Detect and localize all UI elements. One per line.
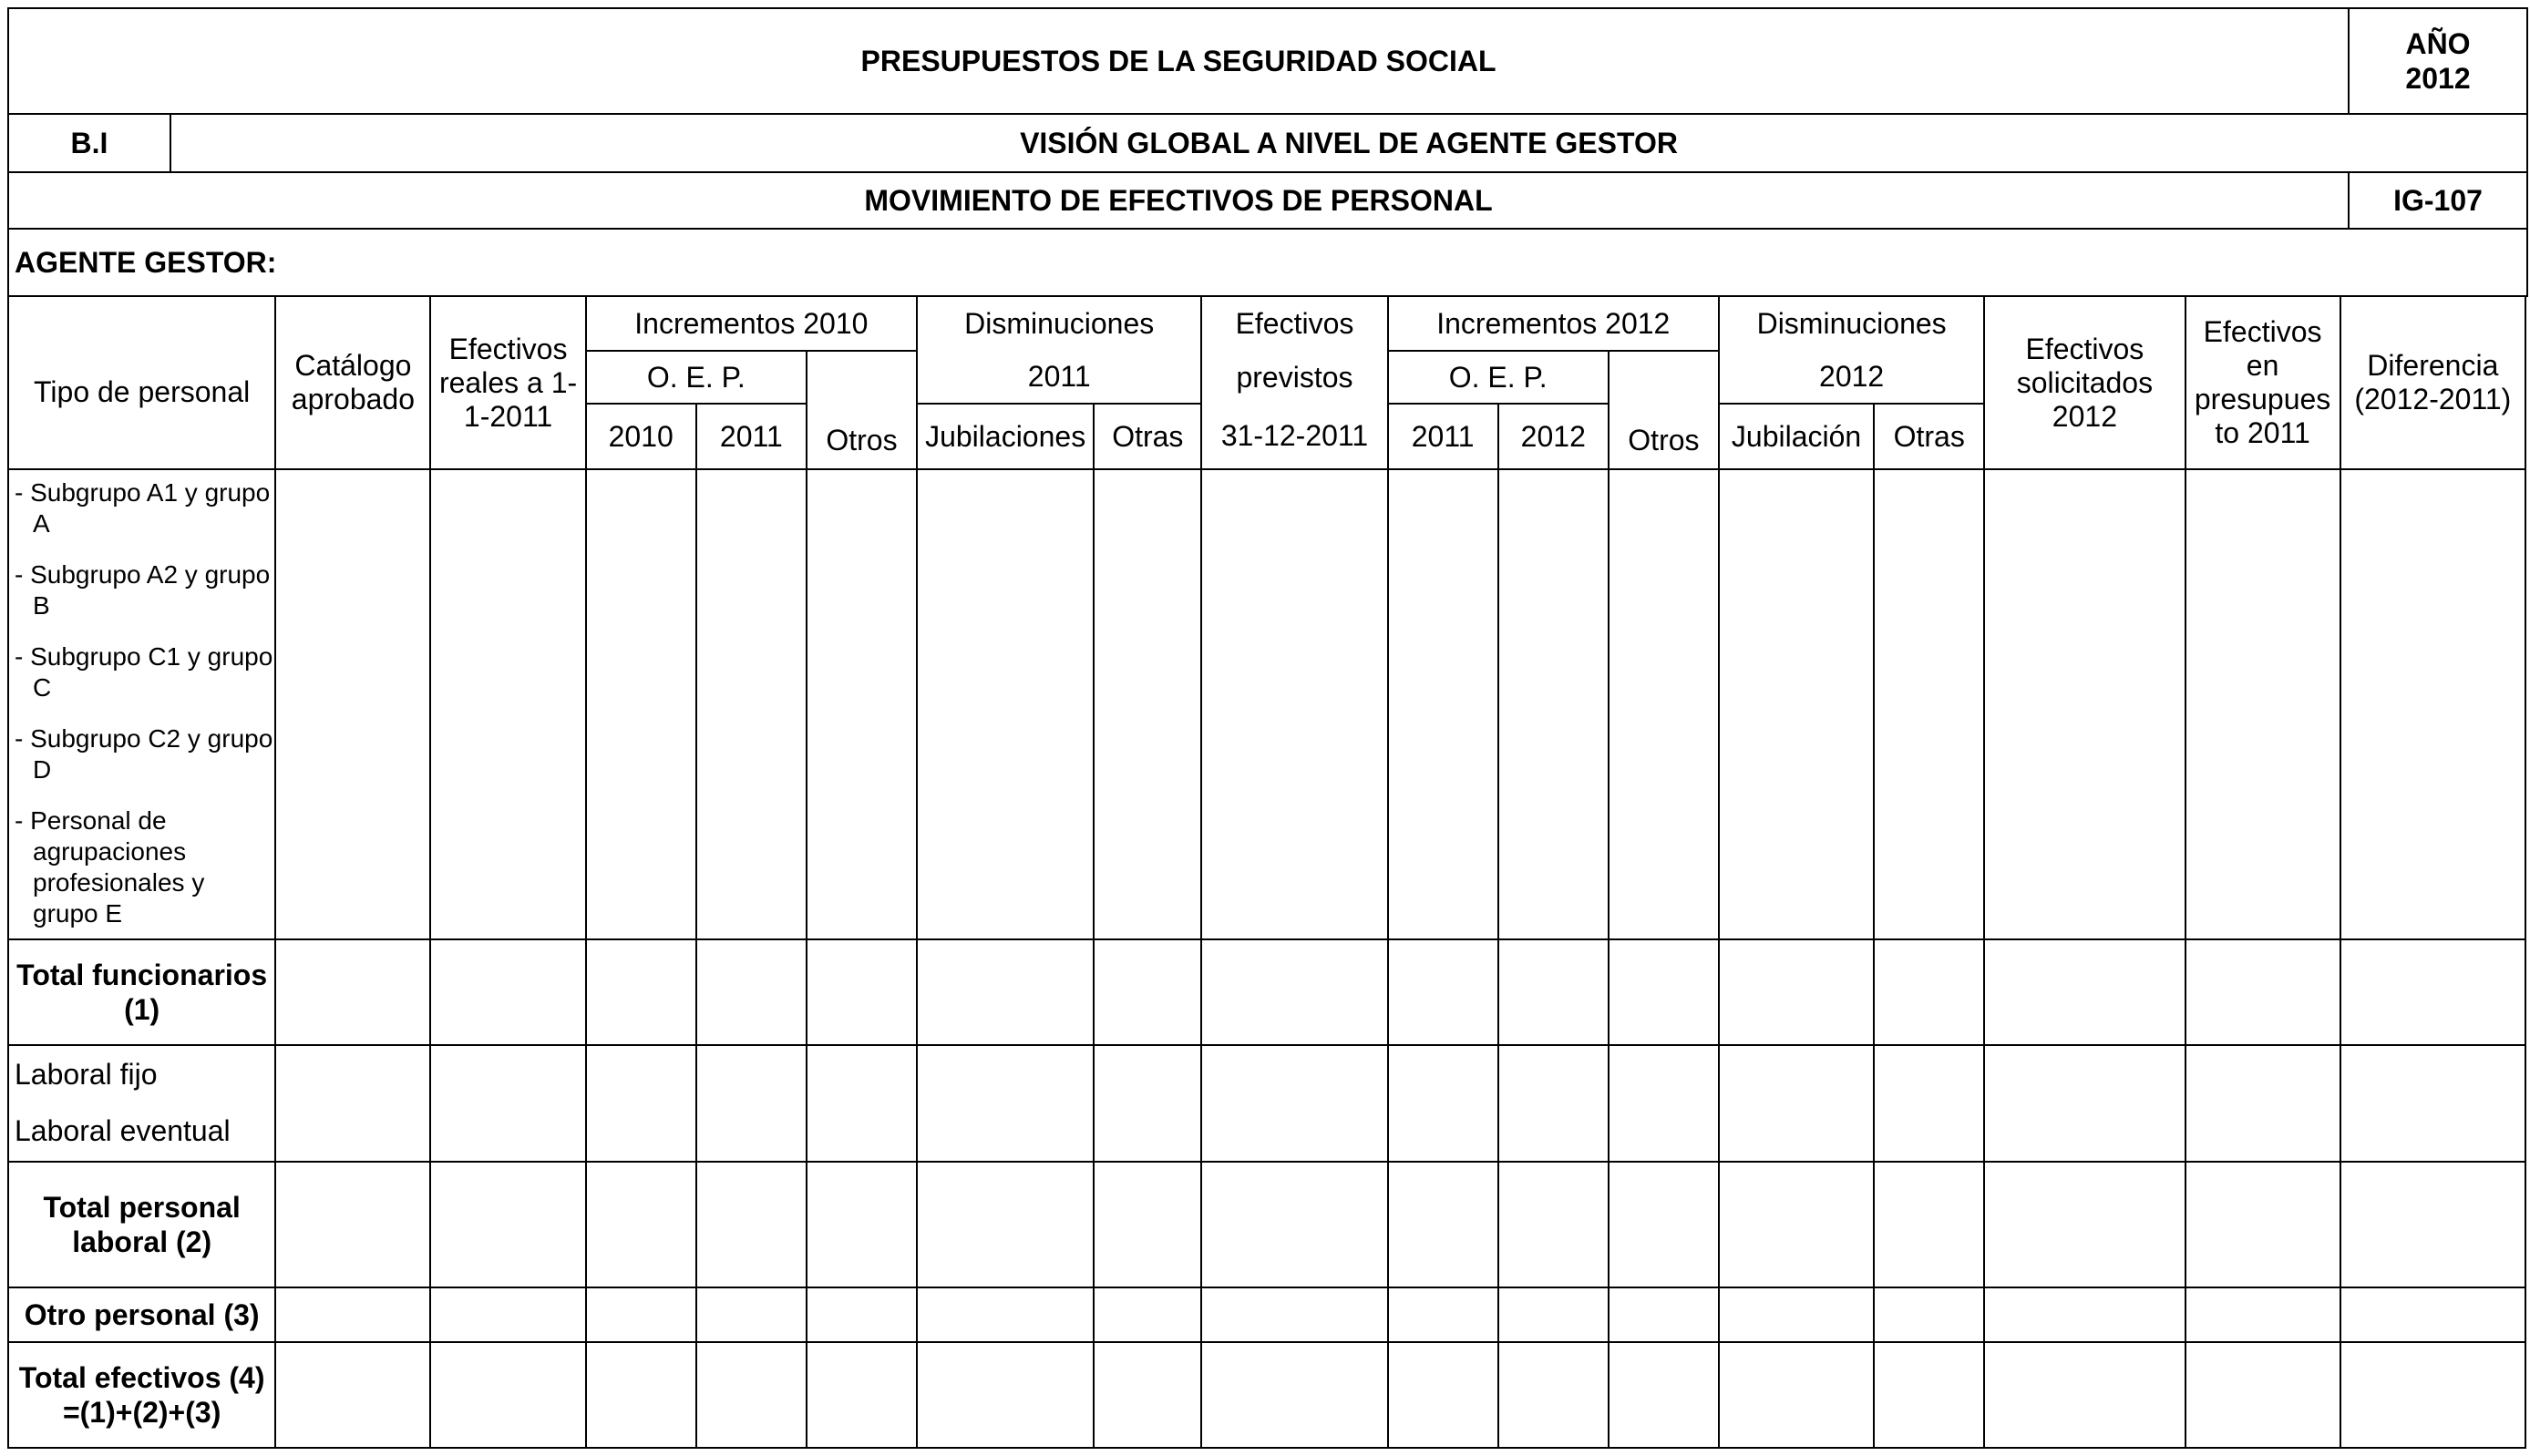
table-row	[8, 1287, 2525, 1342]
input-cell[interactable]	[1388, 1162, 1498, 1287]
input-cell[interactable]	[696, 1045, 807, 1162]
col-dis2012-otras: Otras	[1874, 404, 1984, 469]
input-cell[interactable]	[1094, 469, 1201, 939]
col-dis2012-jubilacion: Jubilación	[1719, 404, 1874, 469]
col-efectivos-presupuesto: Efectivos en presupues to 2011	[2185, 296, 2340, 469]
form-header	[7, 7, 2528, 297]
input-cell[interactable]	[1609, 1342, 1719, 1448]
input-cell[interactable]	[696, 1342, 807, 1448]
input-cell[interactable]	[1388, 939, 1498, 1045]
input-cell[interactable]	[1984, 1342, 2185, 1448]
input-cell[interactable]	[696, 939, 807, 1045]
input-cell[interactable]	[275, 469, 430, 939]
input-cell[interactable]	[2185, 1162, 2340, 1287]
input-cell[interactable]	[1201, 1162, 1387, 1287]
agent-label: AGENTE GESTOR:	[8, 229, 2527, 296]
input-cell[interactable]	[807, 469, 917, 939]
input-cell[interactable]	[917, 1342, 1094, 1448]
input-cell[interactable]	[586, 939, 696, 1045]
input-cell[interactable]	[696, 469, 807, 939]
input-cell[interactable]	[1094, 939, 1201, 1045]
input-cell[interactable]	[1201, 939, 1387, 1045]
input-cell[interactable]	[1094, 1045, 1201, 1162]
category-c2: - Subgrupo C2 y grupo D	[15, 724, 273, 784]
input-cell[interactable]	[275, 939, 430, 1045]
input-cell[interactable]	[917, 1162, 1094, 1287]
input-cell[interactable]	[807, 939, 917, 1045]
col-inc2012-2012: 2012	[1498, 404, 1609, 469]
col-tipo: Tipo de personal	[8, 296, 275, 469]
input-cell[interactable]	[2185, 1045, 2340, 1162]
input-cell[interactable]	[430, 939, 585, 1045]
col-inc2012-otros: Otros	[1609, 351, 1719, 469]
input-cell[interactable]	[275, 1342, 430, 1448]
col-oep-2010: O. E. P.	[586, 351, 807, 404]
input-cell[interactable]	[2185, 939, 2340, 1045]
input-cell[interactable]	[1719, 469, 1874, 939]
input-cell[interactable]	[1498, 1162, 1609, 1287]
input-cell[interactable]	[2340, 939, 2525, 1045]
table-row	[8, 939, 2525, 1045]
input-cell[interactable]	[1498, 1045, 1609, 1162]
section-code: B.I	[8, 114, 170, 172]
input-cell[interactable]	[1719, 1045, 1874, 1162]
section-title: VISIÓN GLOBAL A NIVEL DE AGENTE GESTOR	[170, 114, 2527, 172]
input-cell[interactable]	[1201, 1342, 1387, 1448]
category-c1: - Subgrupo C1 y grupo C	[15, 642, 273, 702]
input-cell[interactable]	[1609, 469, 1719, 939]
input-cell[interactable]	[430, 469, 585, 939]
col-efectivos-previstos-a: Efectivos	[1201, 296, 1387, 351]
input-cell[interactable]	[917, 1287, 1094, 1342]
input-cell[interactable]	[1874, 1287, 1984, 1342]
page-title: PRESUPUESTOS DE LA SEGURIDAD SOCIAL	[8, 8, 2349, 114]
input-cell[interactable]	[1498, 939, 1609, 1045]
input-cell[interactable]	[586, 1162, 696, 1287]
input-cell[interactable]	[2340, 1162, 2525, 1287]
laboral-eventual-label: Laboral eventual	[15, 1114, 231, 1147]
input-cell[interactable]	[1874, 1045, 1984, 1162]
col-inc2010-2011: 2011	[696, 404, 807, 469]
input-cell[interactable]	[1388, 1342, 1498, 1448]
input-cell[interactable]	[696, 1287, 807, 1342]
input-cell[interactable]	[1498, 469, 1609, 939]
input-cell[interactable]	[586, 469, 696, 939]
input-cell[interactable]	[586, 1287, 696, 1342]
input-cell[interactable]	[917, 1045, 1094, 1162]
category-a1: - Subgrupo A1 y grupo A	[15, 478, 271, 538]
col-inc2010-2010: 2010	[586, 404, 696, 469]
col-efectivos-solicitados: Efectivos solicitados 2012	[1984, 296, 2185, 469]
input-cell[interactable]	[586, 1342, 696, 1448]
col-disminuciones-2011: Disminuciones	[917, 296, 1201, 351]
input-cell[interactable]	[1094, 1287, 1201, 1342]
col-dis2011-otras: Otras	[1094, 404, 1201, 469]
input-cell[interactable]	[1719, 1287, 1874, 1342]
input-cell[interactable]	[430, 1342, 585, 1448]
row-label-total-funcionarios: Total funcionarios (1)	[8, 939, 275, 1045]
input-cell[interactable]	[1874, 1342, 1984, 1448]
row-label-categories	[8, 469, 275, 939]
input-cell[interactable]	[1201, 1287, 1387, 1342]
input-cell[interactable]	[1609, 939, 1719, 1045]
category-a2: - Subgrupo A2 y grupo B	[15, 560, 271, 620]
input-cell[interactable]	[1719, 1162, 1874, 1287]
col-dis2011-jubilaciones: Jubilaciones	[917, 404, 1094, 469]
col-inc2012-2011: 2011	[1388, 404, 1498, 469]
table-row	[8, 1342, 2525, 1448]
col-incrementos-2010: Incrementos 2010	[586, 296, 917, 351]
input-cell[interactable]	[807, 1287, 917, 1342]
input-cell[interactable]	[1498, 1342, 1609, 1448]
input-cell[interactable]	[586, 1045, 696, 1162]
year-label: AÑO	[2405, 27, 2471, 60]
input-cell[interactable]	[1874, 469, 1984, 939]
input-cell[interactable]	[1984, 1287, 2185, 1342]
input-cell[interactable]	[430, 1045, 585, 1162]
col-incrementos-2012: Incrementos 2012	[1388, 296, 1719, 351]
row-label-total-laboral: Total personal laboral (2)	[8, 1162, 275, 1287]
input-cell[interactable]	[1984, 469, 2185, 939]
col-efectivos-previstos-c: 31-12-2011	[1201, 404, 1387, 469]
col-disminuciones-2012: Disminuciones	[1719, 296, 1984, 351]
form-code: IG-107	[2349, 172, 2527, 229]
input-cell[interactable]	[430, 1162, 585, 1287]
col-oep-2012: O. E. P.	[1388, 351, 1609, 404]
col-catalogo: Catálogo aprobado	[275, 296, 430, 469]
input-cell[interactable]	[2340, 1287, 2525, 1342]
input-cell[interactable]	[1498, 1287, 1609, 1342]
row-label-laboral	[8, 1045, 275, 1162]
input-cell[interactable]	[1094, 1342, 1201, 1448]
input-cell[interactable]	[275, 1045, 430, 1162]
input-cell[interactable]	[2340, 469, 2525, 939]
input-cell[interactable]	[1984, 1045, 2185, 1162]
col-efectivos-previstos-b: previstos	[1201, 351, 1387, 404]
input-cell[interactable]	[807, 1342, 917, 1448]
input-cell[interactable]	[1388, 1287, 1498, 1342]
input-cell[interactable]	[2340, 1045, 2525, 1162]
input-cell[interactable]	[2185, 1287, 2340, 1342]
laboral-fijo-label: Laboral fijo	[15, 1058, 158, 1091]
col-inc2010-otros: Otros	[807, 351, 917, 469]
input-cell[interactable]	[2185, 469, 2340, 939]
input-cell[interactable]	[1609, 1287, 1719, 1342]
col-diferencia: Diferencia (2012-2011)	[2340, 296, 2525, 469]
input-cell[interactable]	[1094, 1162, 1201, 1287]
col-disminuciones-2012-year: 2012	[1719, 351, 1984, 404]
input-cell[interactable]	[430, 1287, 585, 1342]
form-subtitle: MOVIMIENTO DE EFECTIVOS DE PERSONAL	[8, 172, 2349, 229]
table-row	[8, 1045, 2525, 1162]
col-efectivos-reales: Efectivos reales a 1-1-2011	[430, 296, 585, 469]
row-label-total-efectivos: Total efectivos (4) =(1)+(2)+(3)	[8, 1342, 275, 1448]
table-row	[8, 469, 2525, 939]
input-cell[interactable]	[807, 1045, 917, 1162]
input-cell[interactable]	[917, 469, 1094, 939]
year-value: 2012	[2405, 62, 2471, 95]
input-cell[interactable]	[696, 1162, 807, 1287]
input-cell[interactable]	[807, 1162, 917, 1287]
input-cell[interactable]	[1201, 469, 1387, 939]
input-cell[interactable]	[1874, 1162, 1984, 1287]
input-cell[interactable]	[1388, 1045, 1498, 1162]
input-cell[interactable]	[917, 939, 1094, 1045]
category-e: - Personal de agrupaciones profesionales y grupo E	[15, 806, 205, 928]
year-cell	[2349, 8, 2527, 114]
input-cell[interactable]	[275, 1162, 430, 1287]
input-cell[interactable]	[1874, 939, 1984, 1045]
table-row	[8, 1162, 2525, 1287]
input-cell[interactable]	[1201, 1045, 1387, 1162]
input-cell[interactable]	[2340, 1342, 2525, 1448]
input-cell[interactable]	[2185, 1342, 2340, 1448]
input-cell[interactable]	[1719, 939, 1874, 1045]
input-cell[interactable]	[1984, 939, 2185, 1045]
row-label-otro-personal: Otro personal (3)	[8, 1287, 275, 1342]
input-cell[interactable]	[1388, 469, 1498, 939]
input-cell[interactable]	[1719, 1342, 1874, 1448]
input-cell[interactable]	[275, 1287, 430, 1342]
input-cell[interactable]	[1609, 1162, 1719, 1287]
personnel-table	[7, 295, 2526, 1449]
input-cell[interactable]	[1609, 1045, 1719, 1162]
col-disminuciones-2011-year: 2011	[917, 351, 1201, 404]
input-cell[interactable]	[1984, 1162, 2185, 1287]
